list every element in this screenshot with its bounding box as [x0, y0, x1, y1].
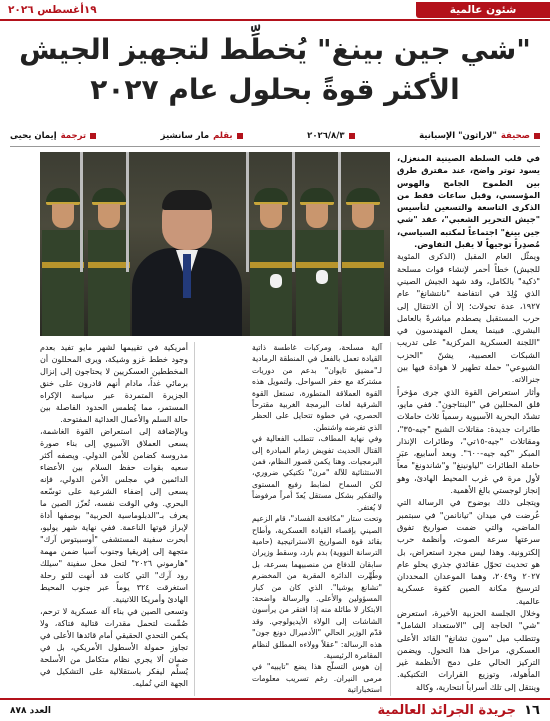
footer-rule	[0, 698, 550, 700]
source-label: صحيفة	[500, 131, 530, 141]
column-divider	[194, 342, 195, 696]
newspaper-name: جريدة الجرائد العالمية	[377, 703, 516, 718]
article-photo	[40, 152, 390, 336]
rifle-bayonet	[292, 152, 295, 272]
article-column-left	[40, 342, 188, 696]
headline-line-2: الأكثر قوةً بحلول عام ٢٠٢٧	[90, 73, 460, 106]
white-glove	[316, 270, 328, 284]
column-divider	[390, 342, 391, 696]
date-group	[307, 128, 354, 144]
rifle-bayonet	[338, 152, 341, 272]
issue-number: العدد ٨٧٨	[10, 706, 51, 716]
article-paragraph: إن هوس التسلّح هذا يضع "تايبيه" في مرمى النيران. رغم تسريب معلومات استخباراتية	[252, 662, 382, 695]
byline	[10, 128, 540, 144]
page-footer	[0, 698, 550, 721]
translator-label: ترجمة	[60, 131, 87, 141]
article-lead: في قلب السلطة الصينية المنعزل، يسود توتر واضح، عند مفترق طرق بين الطموح الجامح والهوس المؤسسي، وقبل ساعات فقط من الذكرى التاسعة والتسعين لتأسيس "جيش التحرير الشعبي"، عقد "شي جين بينغ" اجتماعاً لمكتبه السياسي، مُصدِراً توجيهاً لا يقبل التفاوض.	[397, 153, 540, 250]
bullet-square-icon	[90, 133, 96, 139]
headline-line-1: "شي جين بينغ" يُخطِّط لتجهيز الجيش	[19, 33, 531, 66]
article-paragraph: ويتجلى ذلك بوضوح في الرسالة التي عُرضت في ميدان "تيانانمن" في سبتمبر الماضي، والتي ضمت صواريخ تفوق سرعتها سرعة الصوت، وأنظمة حرب إلكترونية. وهذا ليس مجرد استعراض، بل هو تحديث تحوّل عقائدي جذري يحلو عام ٢٠٢٧ و٢٠٤٩، وهما الموعدان المحددان لترسيخ مكانة الصين كقوة عسكرية عالمية.	[397, 497, 540, 606]
bullet-square-icon	[237, 133, 243, 139]
honor-guard-figure	[340, 152, 386, 336]
honor-guard-figure	[294, 152, 340, 336]
author-name: مار سانشيز	[160, 131, 210, 141]
article-column-middle	[252, 342, 382, 696]
rifle-bayonet	[126, 152, 129, 272]
rifle-bayonet	[80, 152, 83, 272]
article-paragraph: وتحت ستار "مكافحة الفساد"، قام الزعيم الصيني بإقصاء القيادة العسكرية، وأطاح بقائد قوة الصواريخ الاستراتيجية (حامية الترسانة النووية) بدم بارد، وسقط وزيران سابقان للدفاع من منصبيهما بسرعة، بل وطُهِّرت الدائرة المقربة من المخضرم "تشانغ يوشيا". الذي كان من كبار المسؤولين والأعلى. والرسالة واضحة: الابتكار لا طائلة منه إذا افتقر من يرأسون الشاشات إلى الولاء الأيديولوجي. وقد قدّم الوزير الحالي "الأدميرال دونغ جون" هذه الرسالة: "عقلاً وولاءه المطلق لنظام المقامرة الرئيسية.	[252, 514, 382, 660]
author-group	[161, 128, 243, 144]
byline-rule	[10, 146, 540, 147]
bullet-square-icon	[349, 133, 355, 139]
article-paragraph: ويمثّل العام المقبل (الذكرى المئوية للجيش) خطاً أحمر لإنشاء قوات مسلحة "ذكية" بالكامل، وقد شهد الجيش الصيني الذي وُلِدَ في انتفاضة "نانتشانغ" عام ١٩٢٧، عدة تحولات؛ إلا أن الانتقال إلى حرب المستقبل يصطدم مباشرةً بالعامل البشري. فبينما يعمل المهندسون في "اللجنة العسكرية المركزية" على تدريب الشبكات العصبية، يشنّ "الحزب الشيوعي" حملة تطهير لا هوادة فيها بين جنرالاته.	[397, 251, 540, 385]
honor-guard-figure	[248, 152, 294, 336]
article-date: ٢٠٢٦/٨/٣	[307, 131, 345, 141]
top-rule	[0, 19, 550, 21]
article-paragraph: وخلال الجلسة الحزبية الأخيرة، استعرض "شي" الحاجة إلى "الاستعداد الشامل" وتتطلب ميل "سون تشانغ" القائد الأعلى العسكري، مراحل هذا التحول. ويضمن التركيز الحالي على دمج الأنظمة غير المأهولة، وتوزيع القرارات التكتيكية. وينتقل إلى تلك أسراباً انتحارية، وكالة	[397, 607, 540, 692]
article-paragraph: وفي نهاية المطاف، تتطلب الفعالية في القتال الحديث تفويض زمام المبادرة إلى البرمجيات. وهنا يكمن قصور النظام، فمن الاستثنائية للآلة "مرن" تكتيكي ضروري، لكن السماح لضابط رفيع المستوى والتفكير بشكل مستقل يُعدّ أمراً مرفوضاً لا يُغتفر.	[252, 434, 382, 512]
author-label: بقلم	[213, 131, 233, 141]
headline	[10, 30, 540, 110]
issue-date: ١٩أغسطس ٢٠٢٦	[8, 4, 97, 16]
article-paragraph: وأثار استعراض القوة الذي جرى مؤخراً قلق المحللين في "البنتاجون". ففي مايو، تشدّد البحرية الآسيوية رسمياً ثلاث حاملات طائرات جديدة: مقاتلات الشبح "جيه-٣٥"، ومقاتلات "جيه-١٥تي"، وطائرات الإنذار المبكر "كيه جيه-٦٠٠". وبعد أسابيع، عبَر حاملة الطائرات "لياونينغ" و"شاندونغ" معاً لأول مرة في غرب المحيط الهادئ، وهو إنجاز لوجستي بالغ الأهمية.	[397, 386, 540, 496]
source-group	[419, 128, 540, 144]
article-column-right	[397, 152, 540, 696]
article-paragraph: وبالإضافة إلى استعراض القوة الغاشمة، يسعى العملاق الآسيوي إلى بناء صورة مدروسة كضامن للأمن الدولي. ويصفه أكثر سعيه بقوات حفظ السلام بين الأعضاء الدائمين في مجلس الأمن الدولي، فإنه يسعى إلى إضفاء الشرعية على توسّعه البحري. وفي الوقت نفسه، تُعزّز الصين ما يعرف بـ"الدبلوماسية الحربية" بوصفها أداة لإبراز قوتها الناعمة. ففي نهاية شهر يوليو، أبحرت سفينة المستشفى "أوسبيتوس آرك" متجهة إلى إفريقيا وجنوب آسيا ضمن مهمة "هارموني ٢٠٢٦" لتحل محل سفينة "سيلك رود آرك" التي كانت قد أنهت للتو رحلة استغرقت ٣٢٤ يوماً عبر جنوب المحيط الهادئ وأمريكا اللاتينية.	[40, 427, 188, 604]
translator-group	[10, 128, 96, 144]
white-glove	[270, 274, 282, 288]
translator-name: إيمان يحيى	[10, 131, 57, 141]
rifle-bayonet	[246, 152, 249, 272]
article-paragraph: وتسعى الصين في بناء آلة عسكرية لا ترحم، صُمِّمت لتحمل مقدرات قتالية فتاكة، ولا يكمن التحدي الحقيقي أمام قائدها الأعلى في تجاوز حمولة الأسطول الأمريكي، بل في ضمان ألا يجري نظام متكامل من الأسلحة يُسلِّم ليفكر باستقلالية على التشكيل في الجهة التي تُمليه.	[40, 607, 188, 688]
section-label: شئون عالمية	[416, 2, 550, 18]
article-paragraph: آلية مسلحة، ومركبات غاطسة ذاتية القيادة تعمل بالفعل في المنطقة الرمادية لـ"مضيق تايوان" بدعم من دوريات مشتركة مع خفر السواحل. ولتمويل هذه القوة العملاقة المتطورة، تستغل القوة الشرقية لغات البرمجة الغربية مقترحاً الحصري، في خطوة تتحايل على الحظر الذي تفرضه واشنطن.	[252, 343, 382, 432]
page-number: ١٦	[524, 703, 540, 718]
source-value: "لاراثون" الإسبانية	[419, 131, 497, 141]
leader-figure	[132, 192, 242, 336]
top-bar	[0, 0, 550, 19]
bullet-square-icon	[534, 133, 540, 139]
article-paragraph: أمريكية في تقييمها لشهر مايو تفيد بعدم وجود خطط غزو وشيكة، ويرى المحللون أن المخططين العسكريين لا يحتاجون إلى إنزال برمائي غداً، مادام أنهم قادرون على خنق الجزيرة المتمردة عبر سياسة الإكراه المستمر، مما يُطمس الحدود الفاصلة بين حالة السلم والأعمال العدائية المفتوحة.	[40, 343, 188, 424]
